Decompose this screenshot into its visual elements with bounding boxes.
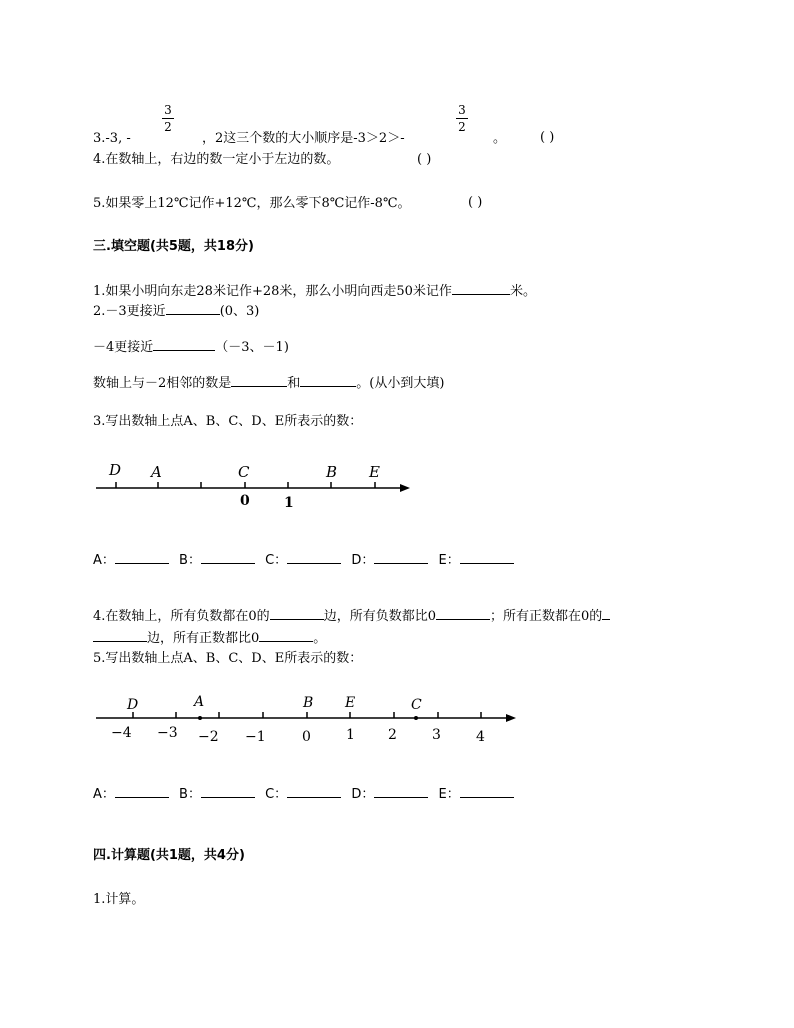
tick-label-1: 1	[284, 495, 294, 511]
answer-blank[interactable]	[201, 796, 255, 798]
answer-label-D: D：	[351, 553, 375, 568]
tick-label-neg1: −1	[245, 729, 266, 745]
arrow-head	[400, 484, 410, 492]
point-label-D: D	[127, 697, 139, 713]
tick-label-0: 0	[302, 729, 311, 745]
point-label-C: C	[411, 697, 422, 713]
judge-q4-text: 4.在数轴上，右边的数一定小于左边的数。	[93, 152, 340, 167]
fill-q4-line1	[93, 610, 610, 623]
judge-q5-paren[interactable]: ( )	[468, 195, 483, 210]
answer-blank[interactable]	[287, 562, 341, 564]
answer-label-E: E：	[438, 553, 460, 568]
answer-label-E: E：	[438, 787, 460, 802]
judge-q3-paren[interactable]: ( )	[540, 130, 555, 145]
tick-label-neg2: −2	[198, 729, 219, 745]
answer-blank[interactable]	[374, 796, 428, 798]
fraction-numerator: 3	[164, 103, 172, 117]
judge-q5-text: 5.如果零上12℃记作+12℃，那么零下8℃记作-8℃。	[93, 196, 411, 211]
tick-label-1: 1	[346, 727, 355, 743]
answer-blank[interactable]	[270, 618, 324, 620]
point-label-A: A	[194, 694, 205, 710]
tick-label-2: 2	[388, 727, 397, 743]
point-label-B: B	[326, 463, 338, 481]
point-label-C: C	[238, 463, 250, 481]
judge-q4-paren[interactable]: ( )	[417, 152, 432, 167]
fraction-denominator: 2	[164, 120, 172, 134]
answer-label-C: C：	[265, 787, 288, 802]
point-label-B: B	[303, 695, 314, 711]
tick-label-3: 3	[432, 727, 441, 743]
fill-q4-text-c: ；所有正数都在0的	[489, 609, 603, 624]
number-line-1	[96, 461, 410, 511]
fill-q4-text-e: 。	[313, 631, 327, 646]
judge-q3-suffix: 。	[493, 131, 507, 146]
answer-blank[interactable]	[115, 796, 169, 798]
answer-blank[interactable]	[460, 796, 514, 798]
answer-blank[interactable]	[602, 618, 610, 620]
fill-q2c-tail: 。(从小到大填)	[356, 376, 445, 391]
fraction-denominator: 2	[458, 120, 466, 134]
answer-row-q3	[93, 554, 514, 567]
answer-blank[interactable]	[115, 562, 169, 564]
fill-q5-text: 5.写出数轴上点A、B、C、D、E所表示的数：	[93, 651, 363, 666]
tick-label-neg3: −3	[157, 725, 178, 741]
answer-row-q5	[93, 788, 514, 801]
fill-q2a-tail: (0、3)	[219, 304, 260, 319]
number-line-2	[96, 694, 516, 745]
point-label-E: E	[345, 695, 356, 711]
answer-blank[interactable]	[287, 796, 341, 798]
section3-title: 三.填空题(共5题，共18分)	[93, 239, 254, 254]
section4-title: 四.计算题(共1题，共4分)	[93, 848, 245, 863]
answer-blank[interactable]	[436, 618, 490, 620]
answer-blank[interactable]	[201, 562, 255, 564]
fill-q1-text: 1.如果小明向东走28米记作+28米，那么小明向西走50米记作	[93, 284, 452, 299]
answer-blank[interactable]	[259, 640, 313, 642]
tick-label-neg4: −4	[111, 725, 132, 741]
fraction-numerator: 3	[458, 103, 466, 117]
answer-blank[interactable]	[374, 562, 428, 564]
fill-q3-text: 3.写出数轴上点A、B、C、D、E所表示的数：	[93, 414, 363, 429]
answer-label-A: A：	[93, 553, 115, 568]
answer-label-D: D：	[351, 787, 375, 802]
calc-q1: 1.计算。	[93, 892, 145, 907]
fill-q4-text-d: 边，所有正数都比0	[147, 631, 260, 646]
point-A-dot	[198, 716, 202, 720]
fill-q2c-text: 数轴上与－2相邻的数是	[93, 376, 232, 391]
arrow-head	[506, 714, 516, 722]
fill-q4-text-b: 边，所有负数都比0	[323, 609, 436, 624]
point-C-dot	[414, 716, 418, 720]
tick-label-0: 0	[240, 493, 250, 509]
answer-blank[interactable]	[93, 640, 147, 642]
answer-label-A: A：	[93, 787, 115, 802]
point-label-E: E	[369, 463, 380, 481]
tick-label-4: 4	[476, 729, 485, 745]
answer-label-B: B：	[179, 553, 201, 568]
fill-q2b-tail: （－3、－1)	[215, 340, 289, 355]
point-label-D: D	[109, 461, 122, 479]
fill-q2a-text: 2.－3更接近	[93, 304, 166, 319]
answer-label-C: C：	[265, 553, 288, 568]
fill-q4-text-a: 4.在数轴上，所有负数都在0的	[93, 609, 270, 624]
point-label-A: A	[151, 463, 162, 481]
fill-q2b-text: －4更接近	[93, 340, 154, 355]
fill-q2c-mid: 和	[287, 376, 301, 391]
answer-blank[interactable]	[460, 562, 514, 564]
judge-q3-middle: ，2这三个数的大小顺序是-3＞2＞-	[202, 131, 405, 146]
fill-q1-unit: 米。	[509, 284, 536, 299]
answer-label-B: B：	[179, 787, 201, 802]
judge-q3-prefix: 3.-3, -	[93, 131, 131, 146]
fill-q4-line2	[93, 632, 326, 645]
